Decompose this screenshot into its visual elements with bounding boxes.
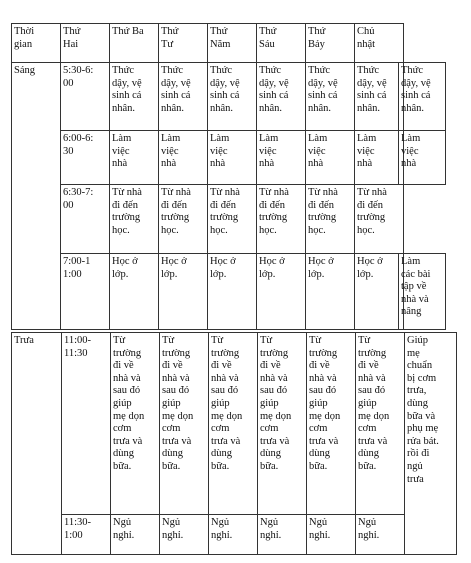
extra-activity-text: Làm việc nhà [401,133,421,170]
activity-text: Học ở lớp. [308,256,334,280]
activity-cell [110,514,160,555]
activity-cell [208,514,258,555]
activity-cell [109,130,159,185]
activity-cell [305,184,355,254]
activity-text: Ngủ nghỉ. [309,517,331,541]
activity-cell [207,253,257,330]
activity-cell [207,62,257,131]
header-day-sun: Chủ nhật [357,26,376,50]
activity-text: Từ nhà đi đến trường học. [210,187,240,236]
header-day-cell [305,23,355,63]
activity-text: Học ở lớp. [161,256,187,280]
activity-text: Làm việc nhà [210,133,230,170]
time-slot-cell [60,130,110,185]
activity-text: Học ở lớp. [210,256,236,280]
activity-text: Thức dậy, vệ sinh cá nhân. [210,65,240,114]
activity-cell [207,130,257,185]
activity-text: Ngủ nghỉ. [113,517,135,541]
activity-text: Từ trường đi về nhà và sau đó giúp mẹ dọn cơm trưa và dùng bữa. [211,335,243,472]
extra-activity-text: Giúp mẹ chuẩn bị cơm trưa, dùng bữa và phụ mẹ rửa bát. rồi đi ngủ trưa [407,335,439,485]
activity-text: Từ trường đi về nhà và sau đó giúp mẹ dọn cơm trưa và dùng bữa. [113,335,145,472]
header-day-cell [207,23,257,63]
extra-activity-cell [398,130,446,185]
header-day-cell [256,23,306,63]
activity-text: Từ trường đi về nhà và sau đó giúp mẹ dọn cơm trưa và dùng bữa. [162,335,194,472]
activity-cell [109,62,159,131]
activity-text: Từ trường đi về nhà và sau đó giúp mẹ dọn cơm trưa và dùng bữa. [358,335,390,472]
activity-cell [257,514,307,555]
time-slot-cell [60,184,110,254]
header-day-fri: Thứ Sáu [259,26,277,50]
time-slot: 11:00- 11:30 [64,335,92,359]
activity-cell [159,514,209,555]
activity-cell [158,130,208,185]
activity-cell [306,332,356,515]
extra-activity-text: Làm các bài tập về nhà và nâng [401,256,431,318]
activity-cell [109,253,159,330]
noon-label-cell [11,332,62,555]
activity-cell [354,253,404,330]
activity-text: Làm việc nhà [112,133,132,170]
activity-text: Ngủ nghỉ. [260,517,282,541]
activity-cell [256,184,306,254]
activity-text: Làm việc nhà [357,133,377,170]
activity-cell [159,332,209,515]
time-slot: 5:30-6: 00 [63,65,94,89]
time-slot-cell [61,514,111,555]
activity-cell [355,332,405,515]
morning-label: Sáng [14,65,35,76]
header-slot: Thứ Hai [63,26,81,50]
header-slot-cell [60,23,110,63]
activity-text: Ngủ nghỉ. [358,517,380,541]
header-day-cell [354,23,404,63]
activity-cell [158,253,208,330]
activity-cell [306,514,356,555]
activity-text: Từ nhà đi đến trường học. [112,187,142,236]
activity-cell [256,130,306,185]
activity-cell [208,332,258,515]
activity-text: Ngủ nghỉ. [211,517,233,541]
activity-cell [110,332,160,515]
activity-cell [256,253,306,330]
activity-cell [257,332,307,515]
header-day-sat: Thứ Bảy [308,26,326,50]
activity-text: Từ nhà đi đến trường học. [308,187,338,236]
header-day-cell [158,23,208,63]
activity-cell [158,62,208,131]
activity-text: Học ở lớp. [357,256,383,280]
activity-text: Từ nhà đi đến trường học. [357,187,387,236]
activity-text: Từ nhà đi đến trường học. [259,187,289,236]
activity-cell [109,184,159,254]
activity-text: Học ở lớp. [112,256,138,280]
activity-cell [256,62,306,131]
header-day-cell [109,23,159,63]
activity-cell [354,130,404,185]
activity-cell [354,184,404,254]
activity-text: Học ở lớp. [259,256,285,280]
extra-activity-text: Thức dậy, vệ sinh cá nhân. [401,65,431,114]
activity-text: Thức dậy, vệ sinh cá nhân. [357,65,387,114]
activity-cell [207,184,257,254]
activity-cell [354,62,404,131]
activity-text: Từ trường đi về nhà và sau đó giúp mẹ dọn cơm trưa và dùng bữa. [260,335,292,472]
noon-label: Trưa [14,335,34,346]
time-slot: 11:30- 1:00 [64,517,92,541]
activity-text: Thức dậy, vệ sinh cá nhân. [259,65,289,114]
extra-activity-cell [404,332,457,555]
activity-text: Thức dậy, vệ sinh cá nhân. [308,65,338,114]
activity-cell [305,62,355,131]
activity-text: Thức dậy, vệ sinh cá nhân. [112,65,142,114]
activity-text: Từ trường đi về nhà và sau đó giúp mẹ dọn cơm trưa và dùng bữa. [309,335,341,472]
activity-text: Làm việc nhà [259,133,279,170]
extra-activity-cell [398,253,446,330]
header-time: Thời gian [14,26,35,50]
time-slot: 6:30-7: 00 [63,187,94,211]
header-day-wed: Thứ Tư [161,26,179,50]
time-slot-cell [60,253,110,330]
morning-label-cell [11,62,61,330]
extra-activity-cell [398,62,446,131]
time-slot-cell [61,332,111,515]
header-time-cell [11,23,61,63]
activity-text: Thức dậy, vệ sinh cá nhân. [161,65,191,114]
activity-text: Từ nhà đi đến trường học. [161,187,191,236]
header-day-thu: Thứ Năm [210,26,231,50]
activity-cell [305,253,355,330]
activity-cell [355,514,405,555]
time-slot: 7:00-1 1:00 [63,256,91,280]
activity-text: Làm việc nhà [161,133,181,170]
activity-cell [305,130,355,185]
activity-text: Làm việc nhà [308,133,328,170]
time-slot-cell [60,62,110,131]
activity-cell [158,184,208,254]
activity-text: Ngủ nghỉ. [162,517,184,541]
header-day-tue: Thứ Ba [112,26,144,37]
time-slot: 6:00-6: 30 [63,133,94,157]
